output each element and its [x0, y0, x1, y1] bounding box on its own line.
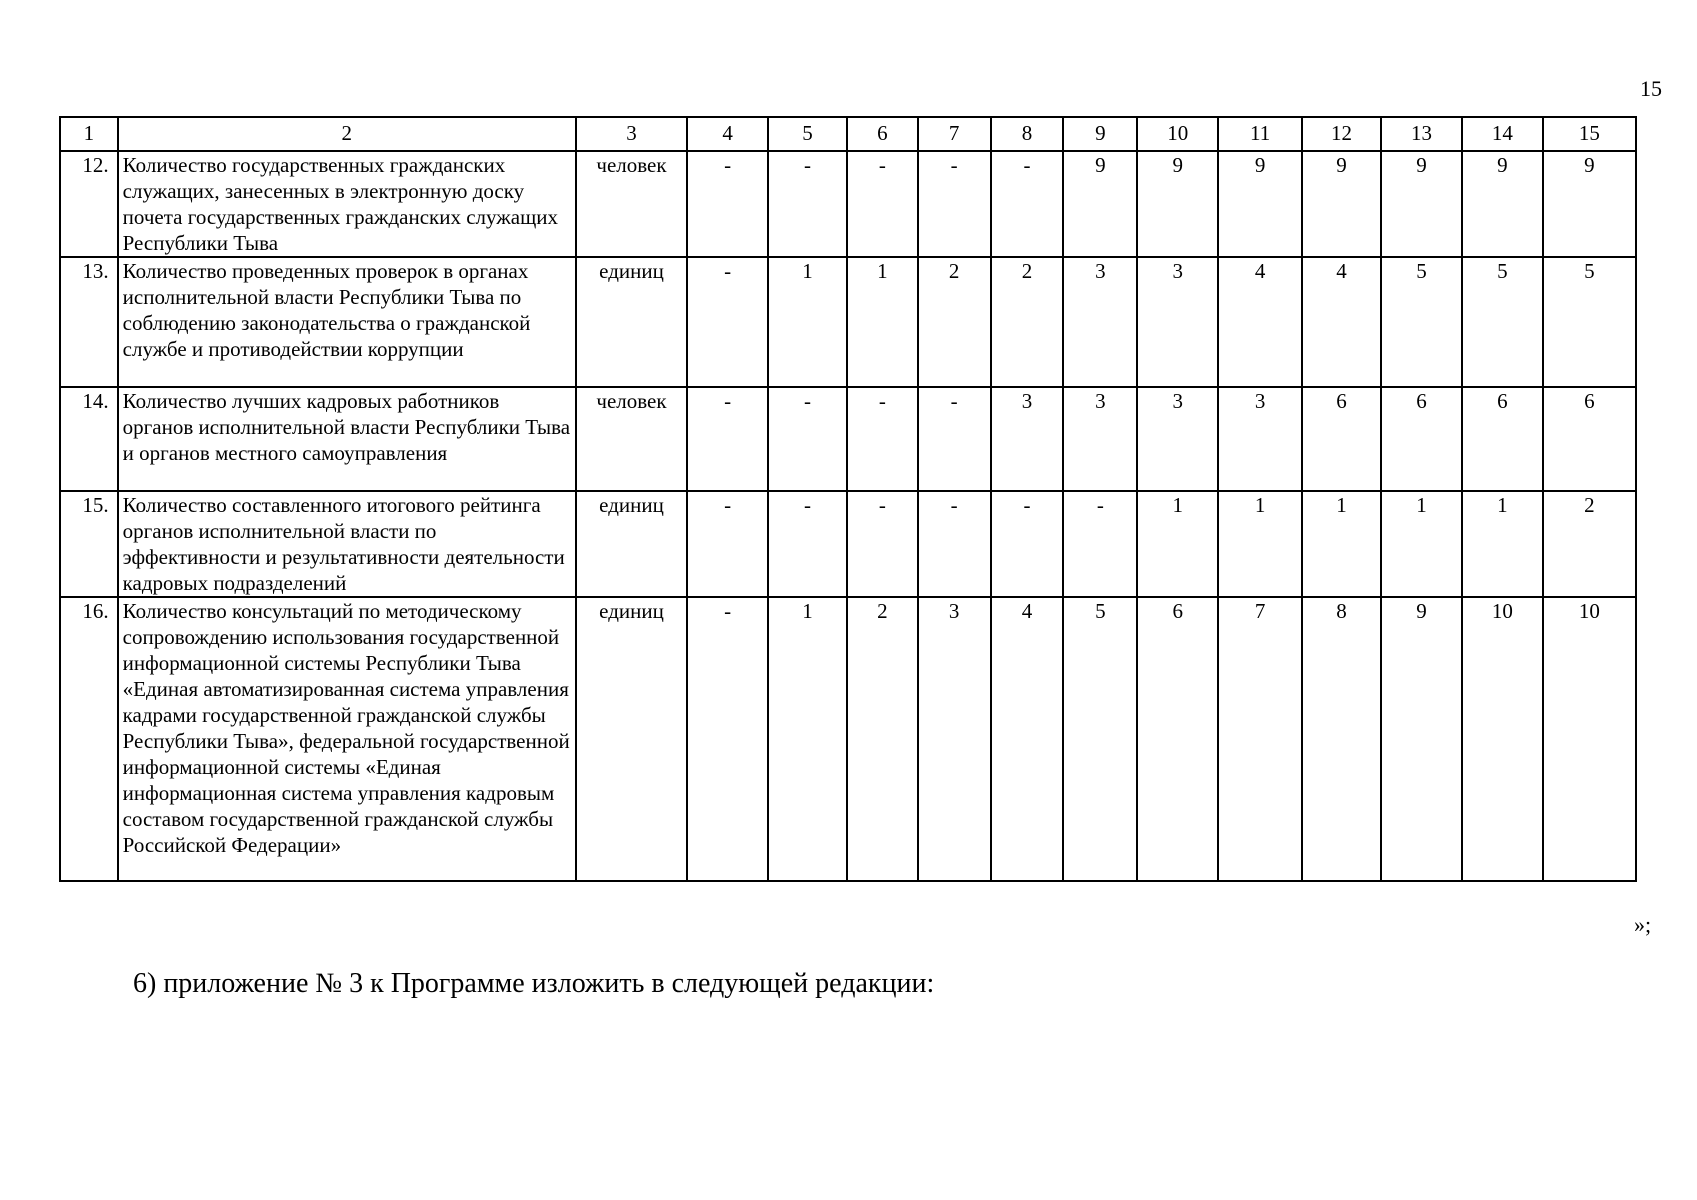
- value-cell: 2: [918, 257, 991, 387]
- value-cell: 1: [1462, 491, 1543, 597]
- value-cell: 2: [847, 597, 918, 881]
- table-row: [60, 257, 1636, 387]
- row-number-cell: 16.: [60, 597, 118, 881]
- header-row: [60, 117, 1636, 151]
- table-body: [60, 151, 1636, 881]
- value-cell: -: [768, 387, 847, 491]
- value-cell: -: [991, 151, 1064, 257]
- value-cell: 9: [1462, 151, 1543, 257]
- unit-cell: человек: [576, 387, 687, 491]
- value-cell: 3: [991, 387, 1064, 491]
- table-row: [60, 151, 1636, 257]
- value-cell: -: [991, 491, 1064, 597]
- value-cell: 4: [1218, 257, 1302, 387]
- value-cell: -: [687, 257, 768, 387]
- column-header: 7: [918, 117, 991, 151]
- value-cell: 6: [1137, 597, 1218, 881]
- value-cell: -: [687, 151, 768, 257]
- value-cell: 2: [1543, 491, 1636, 597]
- value-cell: -: [687, 491, 768, 597]
- column-header: 2: [118, 117, 576, 151]
- value-cell: 7: [1218, 597, 1302, 881]
- column-header: 1: [60, 117, 118, 151]
- unit-cell: человек: [576, 151, 687, 257]
- column-header: 5: [768, 117, 847, 151]
- indicator-name-cell: Количество консультаций по методическому сопровождению использования государственной информационной системы Республики Тыва «Единая автоматизированная система управления кадрами государственной гражданской службы Республики Тыва», федеральной государственной информационной системы «Единая информационная система управления кадровым составом государственной гражданской службы Российской Федерации»: [118, 597, 576, 881]
- value-cell: 6: [1302, 387, 1381, 491]
- row-number-cell: 15.: [60, 491, 118, 597]
- value-cell: 4: [991, 597, 1064, 881]
- value-cell: -: [918, 387, 991, 491]
- table-row: [60, 387, 1636, 491]
- indicators-table: [59, 116, 1637, 882]
- value-cell: -: [768, 491, 847, 597]
- value-cell: 9: [1218, 151, 1302, 257]
- table-row: [60, 597, 1636, 881]
- unit-cell: единиц: [576, 491, 687, 597]
- column-header: 14: [1462, 117, 1543, 151]
- table-header: [60, 117, 1636, 151]
- value-cell: 3: [918, 597, 991, 881]
- value-cell: 3: [1063, 387, 1137, 491]
- value-cell: 1: [768, 597, 847, 881]
- column-header: 3: [576, 117, 687, 151]
- page-number: 15: [1640, 76, 1662, 101]
- value-cell: 1: [768, 257, 847, 387]
- value-cell: 5: [1381, 257, 1462, 387]
- column-header: 10: [1137, 117, 1218, 151]
- column-header: 11: [1218, 117, 1302, 151]
- column-header: 15: [1543, 117, 1636, 151]
- value-cell: -: [918, 151, 991, 257]
- value-cell: 5: [1462, 257, 1543, 387]
- value-cell: 3: [1137, 387, 1218, 491]
- amendment-paragraph: 6) приложение № 3 к Программе изложить в следующей редакции:: [133, 968, 935, 999]
- closing-quote: »;: [1634, 912, 1652, 937]
- value-cell: -: [1063, 491, 1137, 597]
- column-header: 4: [687, 117, 768, 151]
- value-cell: 10: [1543, 597, 1636, 881]
- value-cell: 1: [1381, 491, 1462, 597]
- value-cell: 10: [1462, 597, 1543, 881]
- value-cell: -: [768, 151, 847, 257]
- value-cell: 9: [1543, 151, 1636, 257]
- value-cell: -: [847, 387, 918, 491]
- indicator-name-cell: Количество проведенных проверок в органах исполнительной власти Республики Тыва по соблюдению законодательства о гражданской службе и противодействии коррупции: [118, 257, 576, 387]
- column-header: 8: [991, 117, 1064, 151]
- value-cell: 6: [1462, 387, 1543, 491]
- value-cell: 3: [1137, 257, 1218, 387]
- value-cell: 5: [1543, 257, 1636, 387]
- row-number-cell: 12.: [60, 151, 118, 257]
- value-cell: 9: [1381, 597, 1462, 881]
- value-cell: -: [847, 151, 918, 257]
- value-cell: 6: [1381, 387, 1462, 491]
- value-cell: 4: [1302, 257, 1381, 387]
- value-cell: 3: [1218, 387, 1302, 491]
- unit-cell: единиц: [576, 257, 687, 387]
- indicator-name-cell: Количество лучших кадровых работников органов исполнительной власти Республики Тыва и органов местного самоуправления: [118, 387, 576, 491]
- value-cell: 1: [1302, 491, 1381, 597]
- row-number-cell: 14.: [60, 387, 118, 491]
- unit-cell: единиц: [576, 597, 687, 881]
- column-header: 13: [1381, 117, 1462, 151]
- value-cell: -: [687, 387, 768, 491]
- indicator-name-cell: Количество составленного итогового рейтинга органов исполнительной власти по эффективности и результативности деятельности кадровых подразделений: [118, 491, 576, 597]
- value-cell: 6: [1543, 387, 1636, 491]
- value-cell: 8: [1302, 597, 1381, 881]
- column-header: 9: [1063, 117, 1137, 151]
- table-row: [60, 491, 1636, 597]
- value-cell: 9: [1302, 151, 1381, 257]
- row-number-cell: 13.: [60, 257, 118, 387]
- value-cell: 9: [1137, 151, 1218, 257]
- value-cell: 2: [991, 257, 1064, 387]
- column-header: 6: [847, 117, 918, 151]
- value-cell: -: [847, 491, 918, 597]
- indicator-name-cell: Количество государственных гражданских служащих, занесенных в электронную доску почета государственных гражданских служащих Республики Тыва: [118, 151, 576, 257]
- value-cell: -: [918, 491, 991, 597]
- value-cell: 3: [1063, 257, 1137, 387]
- value-cell: 1: [847, 257, 918, 387]
- column-header: 12: [1302, 117, 1381, 151]
- value-cell: -: [687, 597, 768, 881]
- value-cell: 1: [1218, 491, 1302, 597]
- value-cell: 9: [1381, 151, 1462, 257]
- value-cell: 1: [1137, 491, 1218, 597]
- value-cell: 9: [1063, 151, 1137, 257]
- value-cell: 5: [1063, 597, 1137, 881]
